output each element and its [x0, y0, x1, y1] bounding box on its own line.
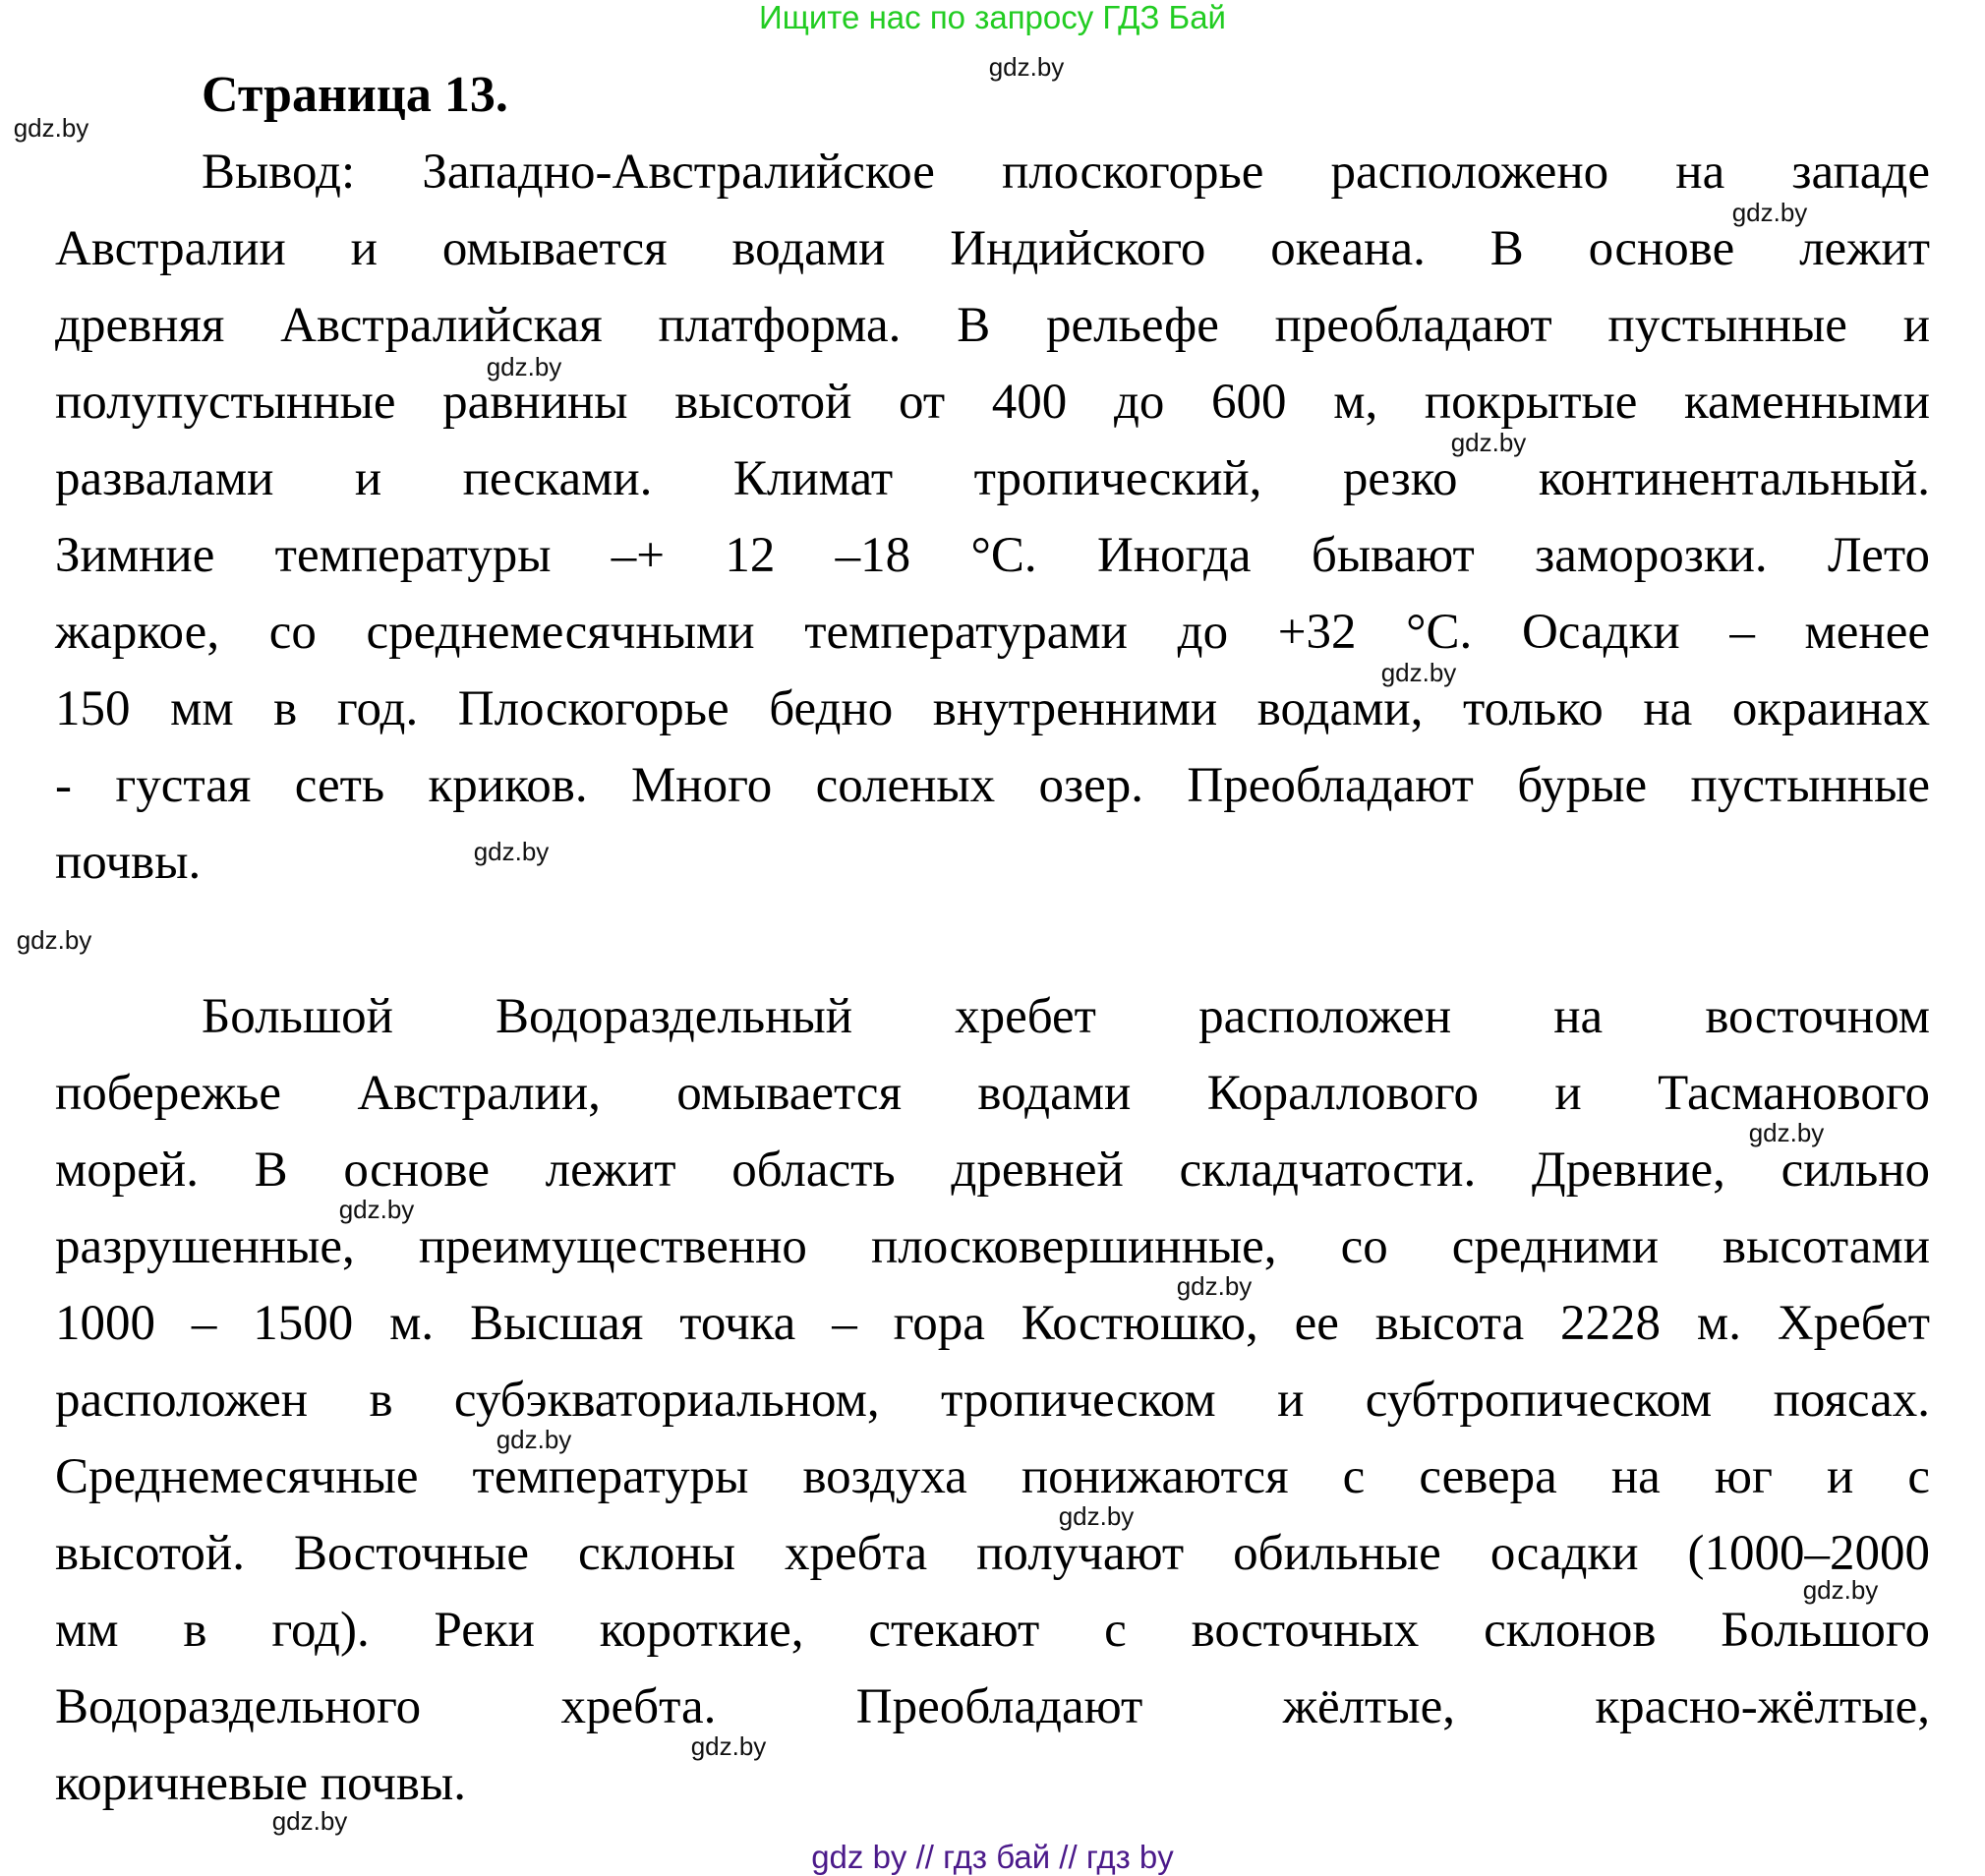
text-line: расположен в субэкваториальном, тропическом и субтропическом поясах. [55, 1373, 1930, 1428]
text-line: морей. В основе лежит область древней складчатости. Древние, сильно [55, 1143, 1930, 1198]
text-line: коричневые почвы. [55, 1756, 467, 1811]
watermark: gdz.by [486, 352, 562, 381]
text-line: Австралии и омывается водами Индийского океана. В основе лежит [55, 221, 1930, 276]
watermark: gdz.by [1380, 658, 1457, 687]
watermark: gdz.by [1731, 198, 1808, 227]
text-line: древняя Австралийская платформа. В рельефе преобладают пустынные и [55, 298, 1930, 353]
paragraph-1 [55, 134, 1930, 901]
text-line: побережье Австралии, омывается водами Кораллового и Тасманового [55, 1066, 1930, 1121]
text-line: Среднемесячные температуры воздуха понижаются с севера на юг и с [55, 1449, 1930, 1504]
watermark: gdz.by [1802, 1575, 1879, 1605]
footer-banner: gdz by // гдз бай // гдз by [811, 1839, 1174, 1875]
watermark: gdz.by [988, 52, 1065, 82]
text-line: Зимние температуры –+ 12 –18 °С. Иногда бывают заморозки. Лето [55, 528, 1930, 583]
watermark: gdz.by [271, 1806, 348, 1836]
paragraph-2 [55, 978, 1930, 1822]
text-line: 1000 – 1500 м. Высшая точка – гора Костюшко, ее высота 2228 м. Хребет [55, 1296, 1930, 1351]
text-line: почвы. [55, 835, 202, 890]
watermark: gdz.by [1058, 1501, 1135, 1531]
page-title: Страница 13. [202, 67, 508, 123]
text-line: разрушенные, преимущественно плосковершинные, со средними высотами [55, 1219, 1930, 1274]
text-line: Вывод: Западно-Австралийское плоскогорье расположено на западе [202, 145, 1930, 200]
text-line: жаркое, со среднемесячными температурами до +32 °С. Осадки – менее [55, 605, 1930, 660]
watermark: gdz.by [496, 1425, 572, 1454]
watermark: gdz.by [1450, 428, 1527, 457]
watermark: gdz.by [1748, 1118, 1825, 1147]
text-line: полупустынные равнины высотой от 400 до 600 м, покрытые каменными [55, 375, 1930, 430]
text-line: развалами и песками. Климат тропический, резко континентальный. [55, 451, 1930, 506]
watermark: gdz.by [13, 113, 89, 143]
watermark: gdz.by [338, 1195, 415, 1224]
text-line: высотой. Восточные склоны хребта получают обильные осадки (1000–2000 [55, 1526, 1930, 1581]
watermark: gdz.by [690, 1731, 767, 1761]
watermark: gdz.by [16, 925, 92, 955]
text-line: мм в год). Реки короткие, стекают с восточных склонов Большого [55, 1603, 1930, 1658]
header-banner: Ищите нас по запросу ГДЗ Бай [759, 0, 1226, 35]
text-line: Большой Водораздельный хребет расположен на восточном [202, 989, 1930, 1044]
text-line: - густая сеть криков. Много соленых озер. Преобладают бурые пустынные [55, 758, 1930, 813]
watermark: gdz.by [473, 837, 550, 866]
watermark: gdz.by [1176, 1271, 1253, 1301]
text-line: Водораздельного хребта. Преобладают жёлтые, красно-жёлтые, [55, 1679, 1930, 1734]
text-line: 150 мм в год. Плоскогорье бедно внутренними водами, только на окраинах [55, 681, 1930, 736]
